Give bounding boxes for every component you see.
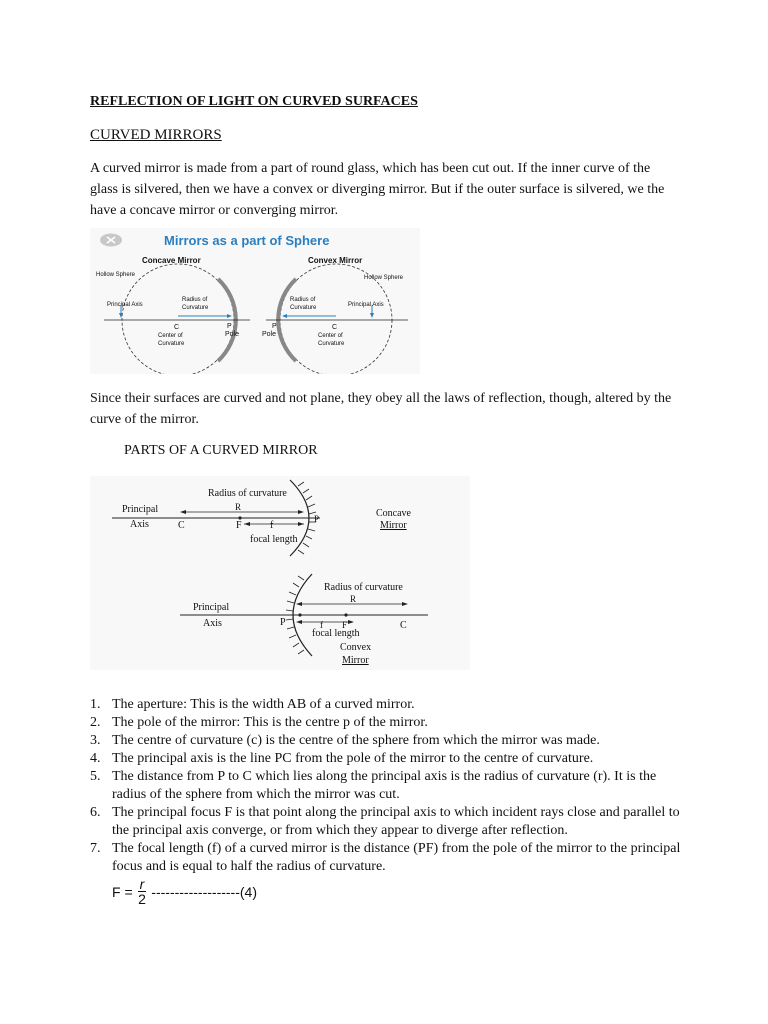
concave-focal-length: focal length [250, 534, 298, 545]
concave-type-1: Concave [376, 508, 411, 519]
list-item: 2. The pole of the mirror: This is the centre p of the mirror. [90, 715, 428, 730]
curvature-label-2: Curvature [158, 341, 185, 347]
convex-p-label: P [280, 617, 286, 628]
figure-mirrors-sphere [90, 228, 420, 374]
formula-fraction [138, 877, 147, 906]
curvature-label: Curvature [182, 305, 209, 311]
concave-f-point: F [236, 520, 242, 531]
hollow-sphere-label-2: Hollow Sphere [364, 275, 404, 281]
point-p-label-2: P [272, 323, 277, 330]
figure-mirror-parts [90, 476, 470, 670]
formula-denominator: 2 [138, 891, 146, 907]
curvature-label-4: Curvature [318, 341, 345, 347]
concave-radius-label: Radius of curvature [208, 488, 287, 499]
convex-f-small: f [320, 620, 323, 630]
convex-c-label: C [400, 620, 407, 631]
page-title: REFLECTION OF LIGHT ON CURVED SURFACES [90, 94, 418, 109]
convex-focal-length: focal length [312, 628, 360, 639]
list-item: 3. The centre of curvature (c) is the centre of the sphere from which the mirror was made. [90, 733, 600, 748]
concave-f-small: f [270, 520, 274, 531]
principal-axis-label-2: Principal Axis [348, 302, 384, 308]
radius-of-label: Radius of [182, 297, 208, 303]
close-icon [100, 234, 122, 247]
list-item: 1. The aperture: This is the width AB of a curved mirror. [90, 697, 415, 712]
radius-of-label-2: Radius of [290, 297, 316, 303]
list-item: 7. The focal length (f) of a curved mirror is the distance (PF) from the pole of the mirror to the principal focus and is equal to half the radius of curvature. [90, 841, 681, 874]
point-p-label: P [227, 323, 232, 330]
convex-radius-label: Radius of curvature [324, 582, 403, 593]
formula-lhs: F = [112, 883, 133, 900]
concave-principal-label: Principal [122, 504, 159, 515]
convex-f-point: F [342, 620, 348, 630]
list-item: 4. The principal axis is the line PC from the pole of the mirror to the centre of curvature. [90, 751, 594, 766]
convex-axis-label: Axis [203, 618, 222, 629]
concave-label: Concave Mirror [142, 256, 201, 265]
concave-type-2: Mirror [380, 520, 407, 531]
point-c-label: C [174, 324, 180, 331]
concave-c-label: C [178, 520, 185, 531]
convex-type-1: Convex [340, 642, 372, 653]
principal-axis-label: Principal Axis [107, 302, 143, 308]
convex-principal-label: Principal [193, 602, 230, 613]
formula-numerator: r [139, 876, 145, 892]
laws-paragraph: Since their surfaces are curved and not plane, they obey all the laws of reflection, though, altered by the curve of the mirror. [90, 391, 672, 427]
focal-length-formula [112, 877, 257, 906]
convex-type-2: Mirror [342, 655, 369, 666]
center-of-label: Center of [158, 333, 183, 339]
concave-p-label: P [314, 514, 320, 524]
formula-rhs: -------------------(4) [151, 883, 257, 900]
convex-r-label: R [350, 594, 357, 604]
pole-label-2: Pole [262, 331, 277, 338]
pole-label: Pole [225, 331, 240, 338]
section-heading: CURVED MIRRORS [90, 127, 222, 143]
curvature-label-3: Curvature [290, 305, 317, 311]
parts-heading: PARTS OF A CURVED MIRROR [124, 443, 318, 458]
intro-paragraph: A curved mirror is made from a part of round glass, which has been cut out. If the inner curve of the glass is silvered, then we have a convex or diverging mirror. But if the outer surface is silvered, we the have a concave mirror or converging mirror. [90, 161, 665, 218]
center-of-label-2: Center of [318, 333, 343, 339]
definitions-list [90, 696, 690, 876]
hollow-sphere-label: Hollow Sphere [96, 272, 136, 278]
list-item: 6. The principal focus F is that point along the principal axis to which incident rays close and parallel to the principal axis converge, or from which they appear to diverge after reflection. [90, 805, 680, 838]
list-item: 5. The distance from P to C which lies along the principal axis is the radius of curvature (r). It is the radius of the sphere from which the mirror was cut. [90, 769, 657, 802]
concave-r-label: R [235, 502, 242, 512]
concave-axis-label: Axis [130, 519, 149, 530]
figure-title: Mirrors as a part of Sphere [164, 233, 330, 248]
convex-label: Convex Mirror [308, 256, 363, 265]
point-c-label-2: C [332, 324, 338, 331]
